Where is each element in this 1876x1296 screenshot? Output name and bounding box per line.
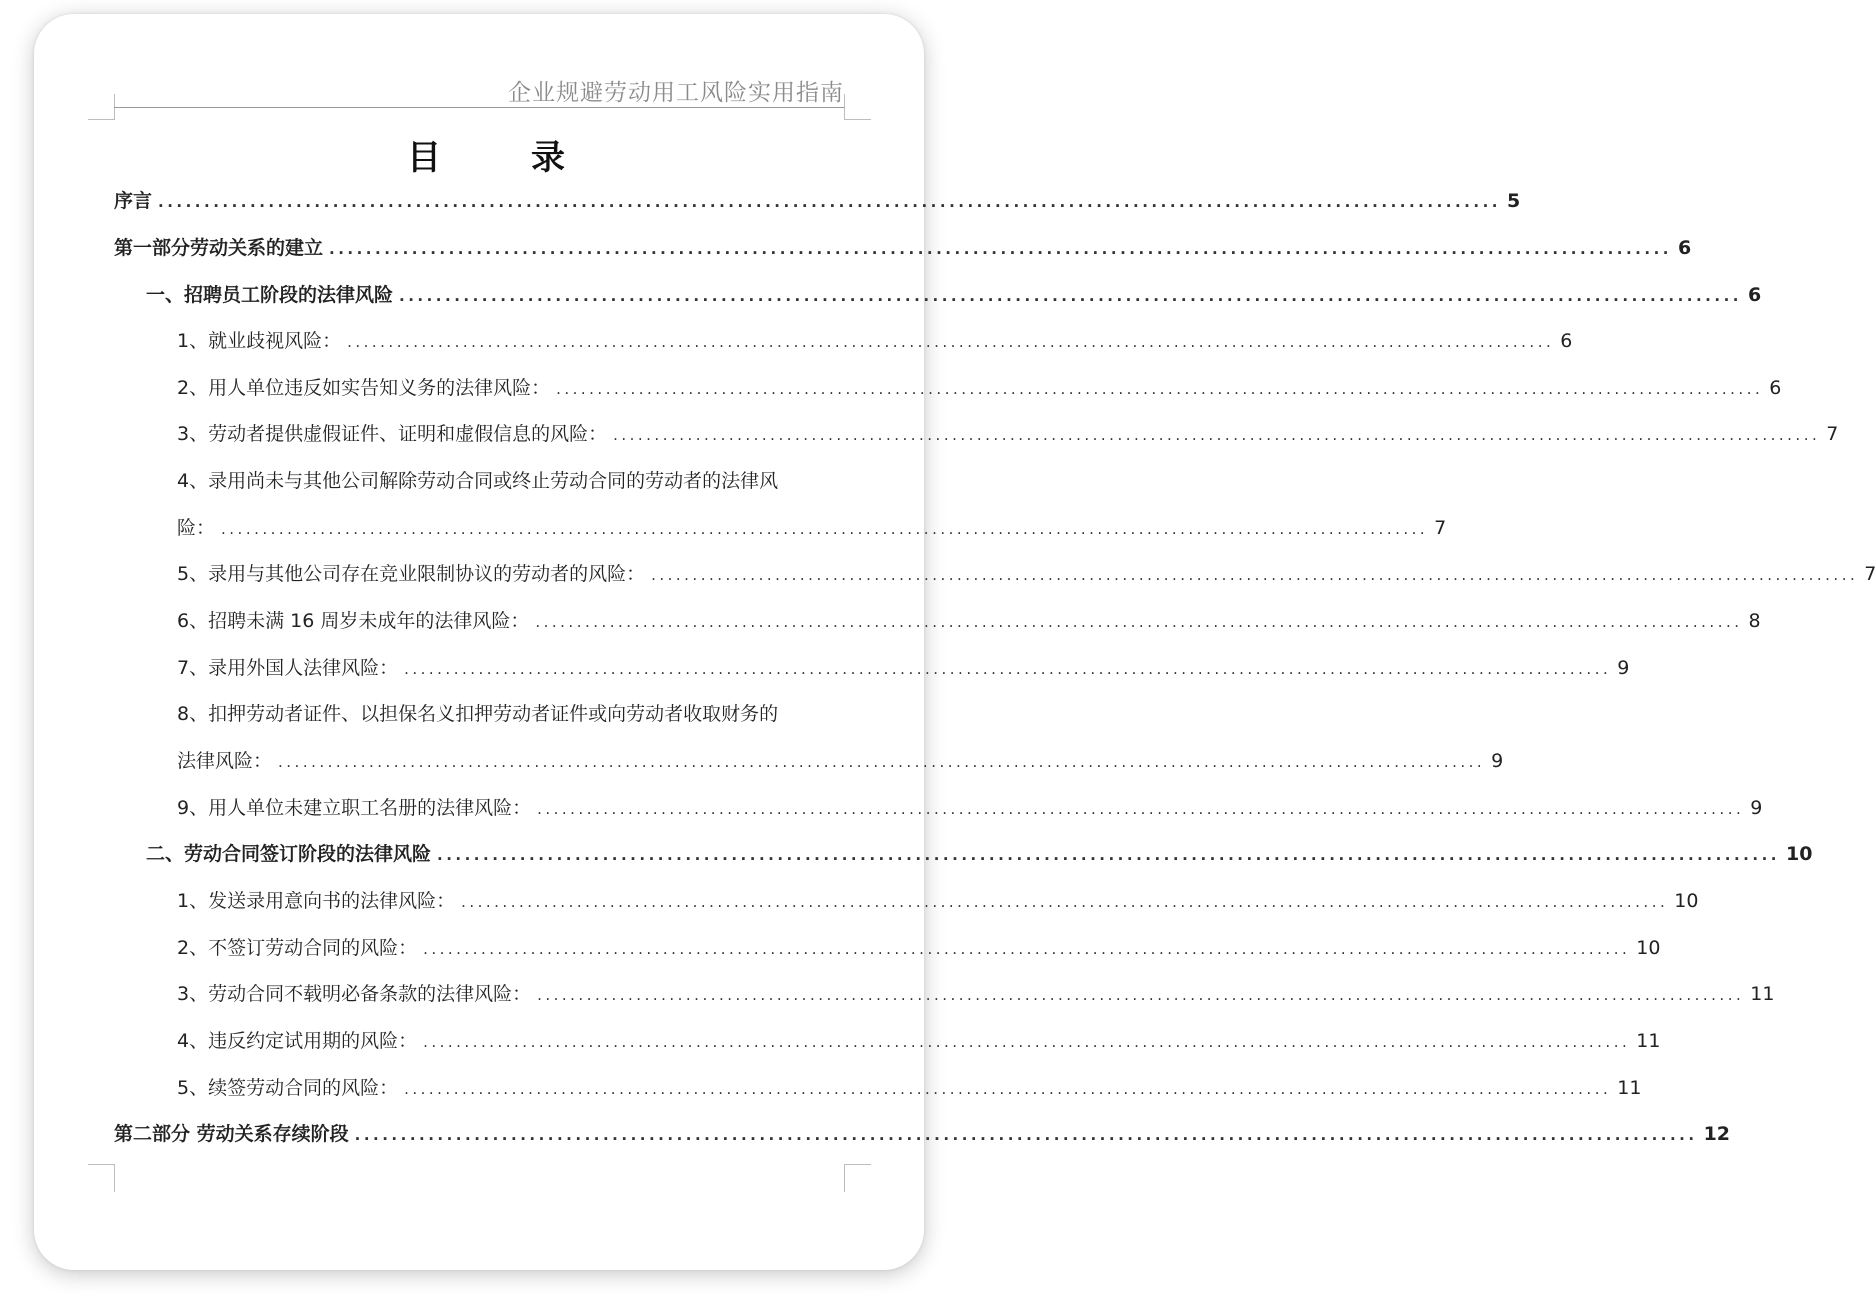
toc-leader-dots: .................................................................................................................................................. xyxy=(437,846,1780,864)
toc-entry-text: 二、劳动合同签订阶段的法律风险 xyxy=(146,843,432,865)
toc-entry-page: 11 xyxy=(1750,983,1775,1005)
toc-entry-item[interactable] xyxy=(177,559,1876,589)
toc-entry-text: 6、招聘未满 16 周岁未成年的法律风险： xyxy=(177,610,530,632)
toc-leader-dots: .................................................................................................................................................. xyxy=(354,1126,1698,1144)
toc-entry-page: 9 xyxy=(1750,797,1763,819)
toc-entry-page: 5 xyxy=(1506,190,1521,212)
toc-entry-text: 4、违反约定试用期的风险： xyxy=(177,1030,418,1052)
toc-entry-item[interactable] xyxy=(177,513,1447,543)
toc-entry-page: 7 xyxy=(1434,517,1447,539)
toc-leader-dots: .................................................................................................................................................. xyxy=(347,333,1555,351)
toc-entry-text: 7、录用外国人法律风险： xyxy=(177,657,399,679)
toc-entry-item[interactable] xyxy=(177,326,1573,356)
toc-entry-part-two[interactable] xyxy=(114,1119,1731,1149)
toc-leader-dots: .................................................................................................................................................. xyxy=(423,940,1631,958)
toc-entry-page: 8 xyxy=(1748,610,1761,632)
toc-leader-dots: .................................................................................................................................................. xyxy=(556,380,1764,398)
toc-entry-page: 10 xyxy=(1674,890,1699,912)
toc-entry-page: 12 xyxy=(1703,1123,1731,1145)
toc-entry-item[interactable] xyxy=(177,419,1839,449)
toc-entry-item[interactable] xyxy=(177,1073,1642,1103)
toc-entry-page: 10 xyxy=(1785,843,1813,865)
toc-leader-dots: .................................................................................................................................................. xyxy=(399,287,1742,305)
toc-entry-text: 1、就业歧视风险： xyxy=(177,330,342,352)
toc-entry-text: 序言 xyxy=(114,190,153,212)
toc-leader-dots: .................................................................................................................................................. xyxy=(651,566,1859,584)
toc-entry-text: 险： xyxy=(177,517,216,539)
crop-mark-top-right-h xyxy=(844,119,871,120)
toc-leader-dots: .................................................................................................................................................. xyxy=(221,520,1429,538)
toc-entry-item[interactable] xyxy=(177,653,1630,683)
toc-entry-page: 9 xyxy=(1491,750,1504,772)
crop-mark-bottom-left-v xyxy=(114,1164,115,1192)
toc-entry-item[interactable] xyxy=(177,886,1699,916)
toc-entry-text: 第一部分劳动关系的建立 xyxy=(114,237,324,259)
toc-entry-text-line1[interactable]: 8、扣押劳动者证件、以担保名义扣押劳动者证件或向劳动者收取财务的 xyxy=(177,703,779,725)
toc-entry-text: 1、发送录用意向书的法律风险： xyxy=(177,890,456,912)
toc-leader-dots: .................................................................................................................................................. xyxy=(613,426,1821,444)
toc-entry-section-two[interactable] xyxy=(146,839,1813,869)
toc-entry-text: 5、续签劳动合同的风险： xyxy=(177,1077,399,1099)
toc-entry-text: 3、劳动者提供虚假证件、证明和虚假信息的风险： xyxy=(177,423,608,445)
toc-leader-dots: .................................................................................................................................................. xyxy=(158,193,1501,211)
toc-entry-item[interactable] xyxy=(177,793,1763,823)
toc-title: 目 录 xyxy=(407,138,593,178)
toc-entry-item[interactable] xyxy=(177,746,1504,776)
toc-leader-dots: .................................................................................................................................................. xyxy=(404,660,1612,678)
toc-entry-item[interactable] xyxy=(177,933,1661,963)
crop-mark-top-right-v xyxy=(844,94,845,120)
toc-leader-dots: .................................................................................................................................................. xyxy=(404,1080,1612,1098)
toc-entry-page: 6 xyxy=(1560,330,1573,352)
toc-entry-text: 3、劳动合同不载明必备条款的法律风险： xyxy=(177,983,532,1005)
toc-leader-dots: .................................................................................................................................................. xyxy=(537,800,1745,818)
crop-mark-bottom-right-v xyxy=(844,1164,845,1192)
toc-entry-page: 6 xyxy=(1747,284,1762,306)
header-rule xyxy=(114,107,844,108)
toc-entry-text-line1[interactable]: 4、录用尚未与其他公司解除劳动合同或终止劳动合同的劳动者的法律风 xyxy=(177,470,779,492)
toc-leader-dots: .................................................................................................................................................. xyxy=(423,1033,1631,1051)
toc-leader-dots: .................................................................................................................................................. xyxy=(329,240,1672,258)
toc-entry-page: 6 xyxy=(1677,237,1692,259)
toc-entry-page: 10 xyxy=(1636,937,1661,959)
toc-entry-item[interactable] xyxy=(177,373,1782,403)
toc-leader-dots: .................................................................................................................................................. xyxy=(278,753,1486,771)
toc-entry-item[interactable] xyxy=(177,979,1775,1009)
toc-entry-item[interactable] xyxy=(177,606,1761,636)
toc-entry-part-one[interactable] xyxy=(114,233,1692,263)
toc-entry-text: 一、招聘员工阶段的法律风险 xyxy=(146,284,394,306)
toc-entry-page: 11 xyxy=(1636,1030,1661,1052)
toc-entry-section-one[interactable] xyxy=(146,280,1762,310)
toc-leader-dots: .................................................................................................................................................. xyxy=(537,986,1745,1004)
toc-entry-page: 7 xyxy=(1864,563,1876,585)
toc-entry-page: 7 xyxy=(1826,423,1839,445)
crop-mark-bottom-right-h xyxy=(844,1164,871,1165)
toc-entry-text: 法律风险： xyxy=(177,750,273,772)
toc-entry-text: 5、录用与其他公司存在竞业限制协议的劳动者的风险： xyxy=(177,563,646,585)
toc-entry-page: 6 xyxy=(1769,377,1782,399)
toc-entry-page: 11 xyxy=(1617,1077,1642,1099)
toc-entry-preface[interactable] xyxy=(114,186,1521,216)
toc-entry-text: 2、不签订劳动合同的风险： xyxy=(177,937,418,959)
toc-entry-item[interactable] xyxy=(177,1026,1661,1056)
toc-leader-dots: .................................................................................................................................................. xyxy=(461,893,1669,911)
crop-mark-top-left-h xyxy=(88,119,115,120)
toc-entry-page: 9 xyxy=(1617,657,1630,679)
toc-leader-dots: .................................................................................................................................................. xyxy=(535,613,1743,631)
toc-entry-text: 2、用人单位违反如实告知义务的法律风险： xyxy=(177,377,551,399)
toc-entry-text: 第二部分 劳动关系存续阶段 xyxy=(114,1123,349,1145)
running-header-title: 企业规避劳动用工风险实用指南 xyxy=(508,80,844,106)
crop-mark-bottom-left-h xyxy=(88,1164,115,1165)
toc-entry-text: 9、用人单位未建立职工名册的法律风险： xyxy=(177,797,532,819)
